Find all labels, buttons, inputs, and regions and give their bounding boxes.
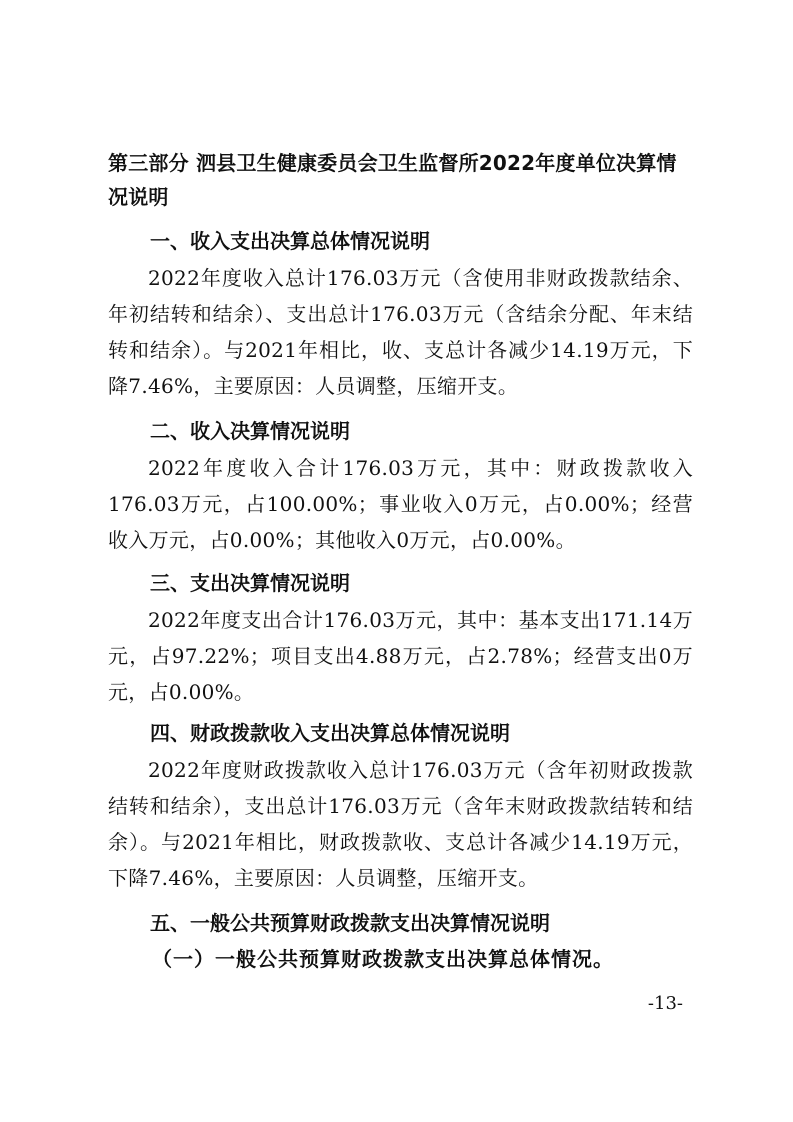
- section-heading-4: 四、财政拨款收入支出决算总体情况说明: [150, 721, 510, 745]
- section-body-1: 2022年度收入总计176.03万元（含使用非财政拨款结余、年初结转和结余）、支出总计176.03万元（含结余分配、年末结转和结余）。与2021年相比，收、支总计各减少14.19万元，下降7.46%，主要原因：人员调整，压缩开支。: [108, 266, 693, 398]
- section-heading-5: 五、一般公共预算财政拨款支出决算情况说明: [150, 911, 550, 935]
- page-number: -13-: [647, 993, 683, 1014]
- section-heading-1: 一、收入支出决算总体情况说明: [150, 229, 430, 253]
- section-body-4: 2022年度财政拨款收入总计176.03万元（含年初财政拨款结转和结余），支出总计176.03万元（含年末财政拨款结转和结余）。与2021年相比，财政拨款收、支总计各减少14.19万元，下降7.46%，主要原因：人员调整，压缩开支。: [108, 758, 693, 890]
- section-heading-3: 三、支出决算情况说明: [150, 571, 350, 595]
- section-body-3: 2022年度支出合计176.03万元，其中：基本支出171.14万元，占97.22%；项目支出4.88万元，占2.78%；经营支出0万元，占0.00%。: [108, 608, 693, 704]
- section-body-2: 2022年度收入合计176.03万元，其中：财政拨款收入176.03万元，占100.00%；事业收入0万元，占0.00%；经营收入万元，占0.00%；其他收入0万元，占0.00%。: [108, 456, 693, 552]
- section-heading-2: 二、收入决算情况说明: [150, 419, 350, 443]
- subsection-heading: （一）一般公共预算财政拨款支出决算总体情况。: [152, 947, 614, 971]
- document-title: 第三部分 泗县卫生健康委员会卫生监督所2022年度单位决算情况说明: [108, 151, 677, 209]
